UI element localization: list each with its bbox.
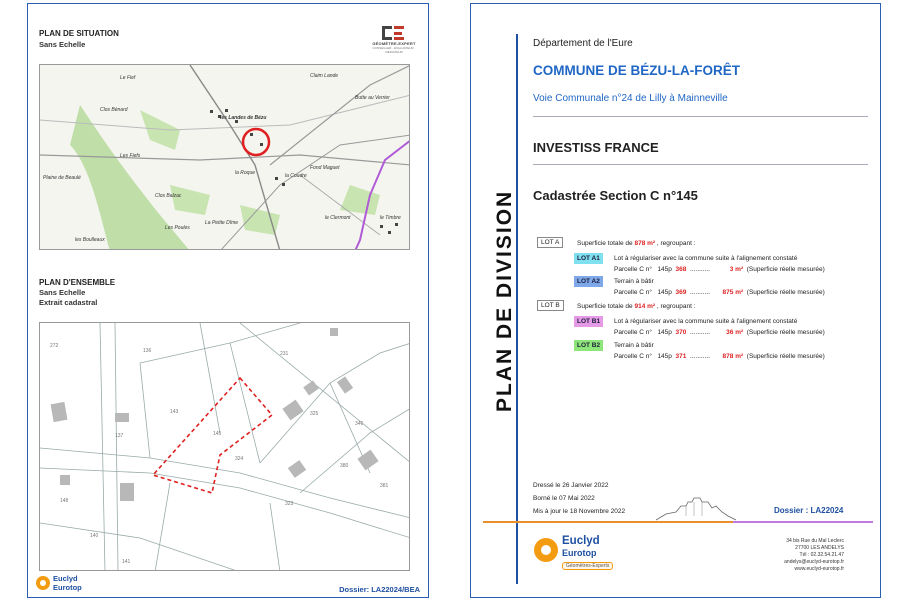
lot-b1-chip: LOT B1 [574, 316, 603, 327]
parcel-number: 324 [235, 456, 244, 462]
topo-label: les Landes de Bézu [220, 115, 267, 121]
topo-label: la Roque [235, 170, 256, 176]
voie-communale: Voie Communale n°24 de Lilly à Mainneville [533, 93, 728, 104]
address-phone: Tél : 02.32.54.21.47 [799, 552, 844, 558]
lot-a1-chip: LOT A1 [574, 253, 603, 264]
topo-label: le Clermont [325, 215, 351, 221]
topo-label: Butte au Verrier [355, 95, 390, 101]
plan-ensemble-extract: Extrait cadastral [39, 298, 98, 307]
purple-rule [733, 521, 873, 523]
lot-b1-desc: Lot à régulariser avec la commune suite à l'alignement constaté [614, 318, 798, 325]
euclyd-logo-large [534, 532, 634, 572]
topographic-map[interactable] [39, 64, 410, 250]
topo-label: Le Fief [120, 75, 136, 81]
ge-mark-icon [382, 26, 406, 40]
topo-label: la Coudre [285, 173, 307, 179]
lot-b2-parcel: Parcelle C n° 145p 371 ........... 878 m² (Superficie réelle mesurée) [614, 353, 825, 360]
lot-a-total: Superficie totale de 878 m² , regroupant : [577, 240, 696, 247]
topo-label: les Boulleaux [75, 237, 105, 243]
lot-b2-chip: LOT B2 [574, 340, 603, 351]
parcel-number: 272 [50, 343, 59, 349]
parcel-number: 148 [60, 498, 69, 504]
euclyd-sun-icon [534, 538, 558, 562]
address-email[interactable]: andelys@euclyd-eurotop.fr [784, 559, 844, 565]
dates-block [533, 479, 625, 518]
euclyd-sun-icon [36, 576, 50, 590]
lot-a-label: LOT A [537, 237, 563, 248]
lot-b-label: LOT B [537, 300, 564, 311]
lot-b1-parcel: Parcelle C n° 145p 370 ........... 36 m² (Superficie réelle mesurée) [614, 329, 825, 336]
parcel-number: 346 [355, 421, 364, 427]
topo-label: Plaine de Beaulé [43, 175, 81, 181]
brand-line1: Euclyd [53, 574, 78, 583]
topo-label: le Timbre [380, 215, 401, 221]
lot-b2-desc: Terrain à bâtir [614, 342, 654, 349]
parcel-number: 381 [380, 483, 389, 489]
plan-situation-scale: Sans Echelle [39, 40, 86, 49]
plan-division-title: PLAN DE DIVISION [493, 189, 516, 412]
geometre-expert-logo [364, 26, 424, 54]
parcel-number: 323 [285, 501, 294, 507]
dossier-reference-right: Dossier : LA22024 [774, 506, 844, 515]
departement: Département de l'Eure [533, 38, 633, 49]
castle-sketch-icon [656, 492, 736, 522]
topo-label: La Petite Dîme [205, 220, 239, 226]
date-maj: Mis à jour le 18 Novembre 2022 [533, 508, 626, 515]
lot-a1-parcel: Parcelle C n° 145p 368 ........... 3 m² (Superficie réelle mesurée) [614, 266, 825, 273]
lot-a1-desc: Lot à régulariser avec la commune suite à l'alignement constaté [614, 255, 798, 262]
parcel-number: 137 [115, 433, 124, 439]
cadastral-map[interactable] [39, 322, 410, 571]
address-website[interactable]: www.euclyd-eurotop.fr [794, 566, 844, 572]
parcel-number: 136 [143, 348, 152, 354]
parcel-number: 145 [213, 431, 222, 437]
topo-label: Les Fiefs [120, 153, 141, 159]
divider [533, 116, 868, 117]
brand-line2: Eurotop [562, 548, 597, 558]
divider [533, 164, 868, 165]
client-name: INVESTISS FRANCE [533, 140, 659, 155]
lot-a2-desc: Terrain à bâtir [614, 278, 654, 285]
parcel-number: 143 [170, 409, 179, 415]
commune-title: COMMUNE DE BÉZU-LA-FORÊT [533, 63, 740, 78]
brand-line2: Eurotop [53, 583, 82, 592]
plan-situation-title: PLAN DE SITUATION [39, 29, 119, 38]
right-sheet [470, 3, 881, 598]
plan-ensemble-title: PLAN D'ENSEMBLE [39, 278, 116, 287]
parcel-number: 325 [310, 411, 319, 417]
dossier-reference: Dossier: LA22024/BEA [339, 585, 420, 594]
company-address [784, 538, 844, 573]
date-borne: Borné le 07 Mai 2022 [533, 495, 595, 502]
topo-label: Les Poules [165, 225, 190, 231]
plan-ensemble-scale: Sans Echelle [39, 288, 86, 297]
parcel-number: 141 [122, 559, 131, 565]
lot-a2-chip: LOT A2 [574, 276, 603, 287]
euclyd-logo-small [36, 574, 96, 596]
lot-a2-parcel: Parcelle C n° 145p 369 ........... 875 m² (Superficie réelle mesurée) [614, 289, 825, 296]
left-sheet [27, 3, 429, 598]
ge-logo-subtext: CONSEILLER · ÉVALUATEUR · MÉDIATEUR [372, 46, 416, 54]
date-dresse: Dressé le 26 Janvier 2022 [533, 482, 609, 489]
parcel-number: 380 [340, 463, 349, 469]
brand-tagline: Géomètres-Experts [562, 562, 613, 570]
brand-line1: Euclyd [562, 535, 600, 547]
address-street: 34 bis Rue du Mal Leclerc [786, 538, 844, 544]
parcel-number: 140 [90, 533, 99, 539]
ge-logo-text: GÉOMÈTRE-EXPERT [372, 41, 416, 46]
parcel-number: 231 [280, 351, 289, 357]
cadastre-reference: Cadastrée Section C n°145 [533, 188, 698, 203]
topo-label: Fond Maguet [310, 165, 340, 171]
lot-b-total: Superficie totale de 914 m² , regroupant : [577, 303, 696, 310]
topo-label: Clos Bénard [100, 107, 128, 113]
topo-label: Claim Lande [310, 73, 339, 79]
topo-label: Clos Balzac [155, 193, 182, 199]
address-city: 27700 LES ANDELYS [795, 545, 844, 551]
